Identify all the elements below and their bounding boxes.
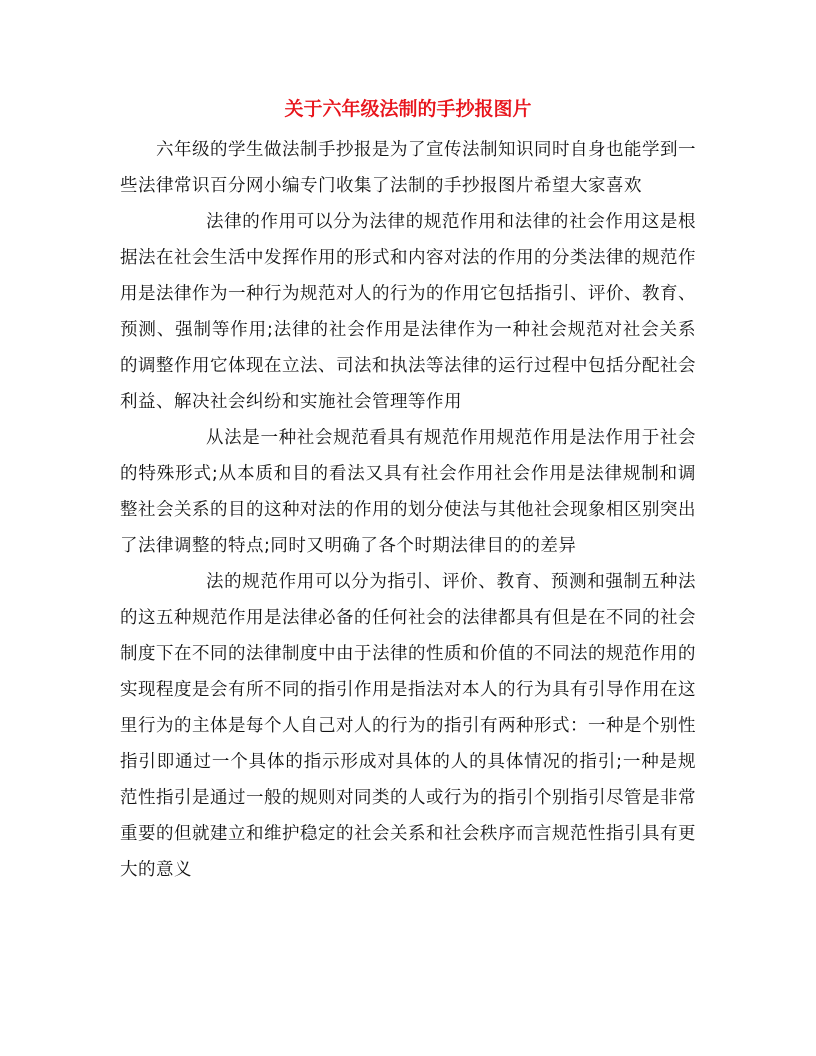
paragraph-intro: 六年级的学生做法制手抄报是为了宣传法制知识同时自身也能学到一些法律常识百分网小编专门收集了法制的手抄报图片希望大家喜欢 [120, 140, 696, 196]
document-title: 关于六年级法制的手抄报图片 [284, 98, 532, 120]
paragraph-social-norm: 从法是一种社会规范看具有规范作用规范作用是法作用于社会的特殊形式;从本质和目的看法又具有社会作用社会作用是法律规制和调整社会关系的目的这种对法的作用的划分使法与其他社会现象相区别突出了法律调整的特点;同时又明确了各个时期法律目的的差异 [120, 428, 696, 556]
paragraph-law-functions: 法律的作用可以分为法律的规范作用和法律的社会作用这是根据法在社会生活中发挥作用的形式和内容对法的作用的分类法律的规范作用是法律作为一种行为规范对人的行为的作用它包括指引、评价、教育、预测、强制等作用;法律的社会作用是法律作为一种社会规范对社会关系的调整作用它体现在立法、司法和执法等法律的运行过程中包括分配社会利益、解决社会纠纷和实施社会管理等作用 [120, 212, 696, 412]
document-body [120, 132, 696, 888]
paragraph-normative-functions: 法的规范作用可以分为指引、评价、教育、预测和强制五种法的这五种规范作用是法律必备的任何社会的法律都具有但是在不同的社会制度下在不同的法律制度中由于法律的性质和价值的不同法的规范作用的实现程度是会有所不同的指引作用是指法对本人的行为具有引导作用在这里行为的主体是每个人自己对人的行为的指引有两种形式：一种是个别性指引即通过一个具体的指示形成对具体的人的具体情况的指引;一种是规范性指引是通过一般的规则对同类的人或行为的指引个别指引尽管是非常重要的但就建立和维护稳定的社会关系和社会秩序而言规范性指引具有更大的意义 [120, 572, 696, 880]
